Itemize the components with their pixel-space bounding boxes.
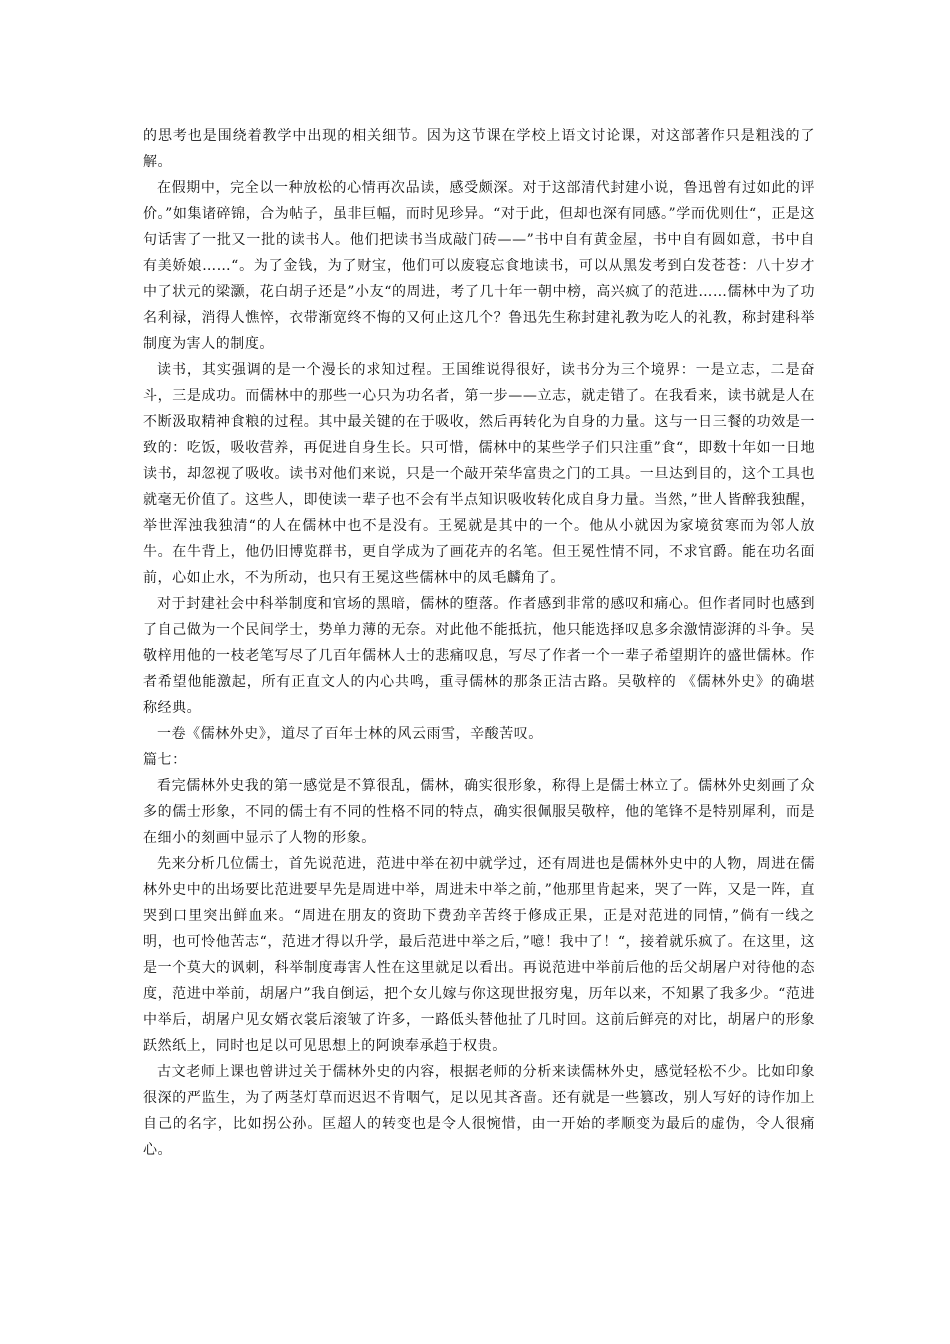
paragraph-5: 一卷《儒林外史》，道尽了百年士林的风云雨雪，辛酸苦叹。 — [157, 726, 543, 742]
section-paragraph-3: 古文老师上课也曾讲过关于儒林外史的内容，根据老师的分析来读儒林外史，感觉轻松不少。比如印象很深的严监生，为了两茎灯草而迟迟不肯咽气，足以见其吝啬。还有就是一些篡改，别人写好的诗作加上自己的名字，比如拐公孙。匡超人的转变也是令人很惋惜，由一开始的孝顺变为最后的虚伪，令人很痛心。 — [143, 1064, 815, 1158]
document-body — [143, 123, 815, 1163]
paragraph-3: 读书，其实强调的是一个漫长的求知过程。王国维说得很好，读书分为三个境界：一是立志，二是奋斗，三是成功。而儒林中的那些一心只为功名者，第一步——立志，就走错了。在我看来，读书就是人在不断汲取精神食粮的过程。其中最关键的在于吸收，然后再转化为自身的力量。这与一日三餐的功效是一致的：吃饭，吸收营养，再促进自身生长。只可惜，儒林中的某些学子们只注重”食“，即数十年如一日地读书，却忽视了吸收。读书对他们来说，只是一个敲开荣华富贵之门的工具。一旦达到目的，这个工具也就毫无价值了。这些人，即使读一辈子也不会有半点知识吸收转化成自身力量。当然，”世人皆醉我独醒，举世浑浊我独清“的人在儒林中也不是没有。王冕就是其中的一个。他从小就因为家境贫寒而为邻人放牛。在牛背上，他仍旧博览群书，更自学成为了画花卉的名笔。但王冕性情不同，不求官爵。能在功名面前，心如止水，不为所动，也只有王冕这些儒林中的凤毛麟角了。 — [143, 362, 815, 586]
paragraph-1: 的思考也是围绕着教学中出现的相关细节。因为这节课在学校上语文讨论课，对这部著作只是粗浅的了解。 — [143, 128, 815, 170]
paragraph-4: 对于封建社会中科举制度和官场的黑暗，儒林的堕落。作者感到非常的感叹和痛心。但作者同时也感到了自己做为一个民间学士，势单力薄的无奈。对此他不能抵抗，他只能选择叹息多余激情澎湃的斗争。吴敬梓用他的一枝老笔写尽了几百年儒林人士的悲痛叹息，写尽了作者一个一辈子希望期许的盛世儒林。作者希望他能激起，所有正直文人的内心共鸣，重寻儒林的那条正洁古路。吴敬梓的 《儒林外史》的确堪称经典。 — [143, 596, 815, 716]
section-title: 篇七： — [143, 752, 187, 768]
section-paragraph-1: 看完儒林外史我的第一感觉是不算很乱，儒林，确实很形象，称得上是儒士林立了。儒林外史刻画了众多的儒士形象，不同的儒士有不同的性格不同的特点，确实很佩服吴敬梓，他的笔锋不是特别犀利，而是在细小的刻画中显示了人物的形象。 — [143, 778, 815, 846]
paragraph-2: 在假期中，完全以一种放松的心情再次品读，感受颇深。对于这部清代封建小说，鲁迅曾有过如此的评价。”如集诸碎锦，合为帖子，虽非巨幅，而时见珍异。“对于此，但却也深有同感。”学而优则仕“，正是这句话害了一批又一批的读书人。他们把读书当成敲门砖——”书中自有黄金屋，书中自有圆如意，书中自有美娇娘……“。为了金钱，为了财宝，他们可以废寝忘食地读书，可以从黑发考到白发苍苍：八十岁才中了状元的梁灏，花白胡子还是”小友“的周进，考了几十年一朝中榜，高兴疯了的范进……儒林中为了功名利禄，消得人憔悴，衣带渐宽终不悔的又何止这几个？鲁迅先生称封建礼教为吃人的礼教，称封建科举制度为害人的制度。 — [143, 180, 815, 352]
section-paragraph-2: 先来分析几位儒士，首先说范进，范进中举在初中就学过，还有周进也是儒林外史中的人物，周进在儒林外史中的出场要比范进要早先是周进中举，周进未中举之前，”他那里肯起来，哭了一阵，又是一阵，直哭到口里突出鲜血来。“周进在朋友的资助下费劲辛苦终于修成正果，正是对范进的同情，”倘有一线之明，也可怜他苦志“，范进才得以升学，最后范进中举之后，”噫！我中了！“，接着就乐疯了。在这里，这是一个莫大的讽刺，科举制度毒害人性在这里就足以看出。再说范进中举前后他的岳父胡屠户对待他的态度，范进中举前，胡屠户”我自倒运，把个女儿嫁与你这现世报穷鬼，历年以来，不知累了我多少。“范进中举后，胡屠户见女婿衣裳后滚皱了许多，一路低头替他扯了几时回。这前后鲜亮的对比，胡屠户的形象跃然纸上，同时也足以可见思想上的阿谀奉承趋于权贵。 — [143, 856, 815, 1054]
